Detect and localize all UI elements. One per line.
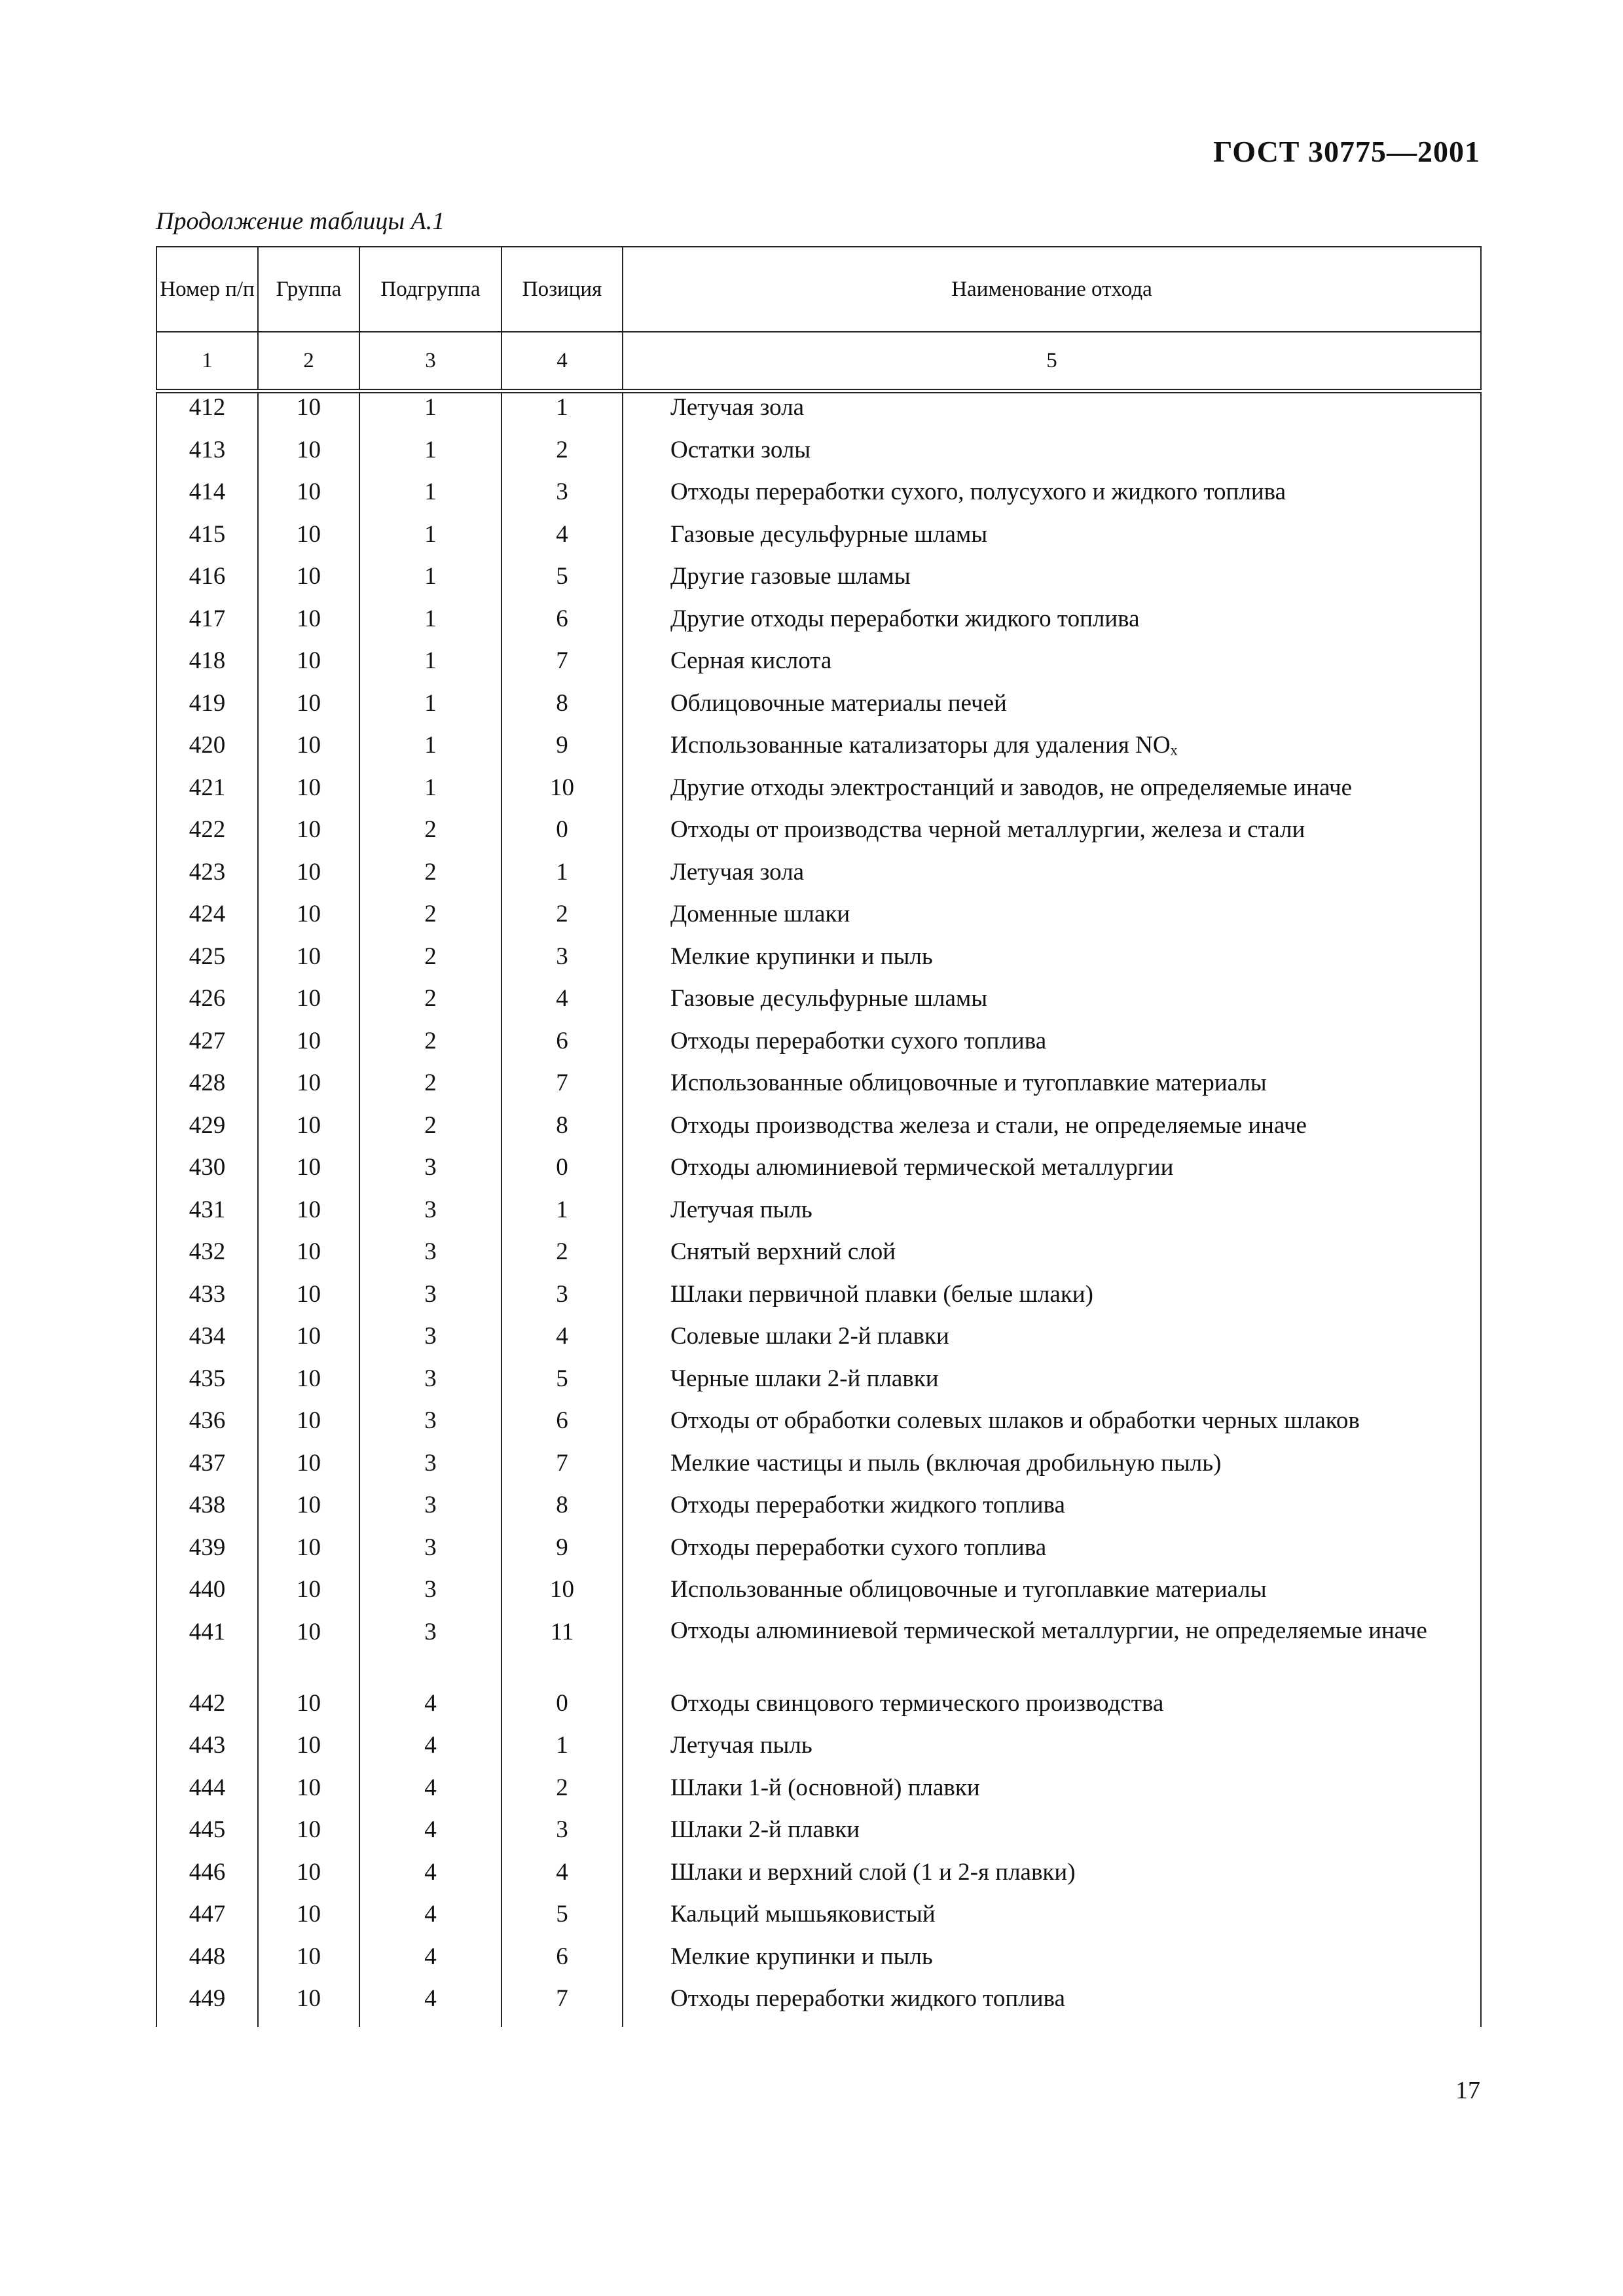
- cell-position: 10: [501, 1575, 623, 1618]
- cell-group: 10: [258, 1365, 359, 1407]
- cell-position: 8: [501, 689, 623, 732]
- cell-subgroup: 4: [359, 1816, 501, 1858]
- waste-table: [156, 246, 1482, 2027]
- waste-name-text: Отходы алюминиевой термической металлургии, не определяемые иначе: [670, 1617, 1427, 1644]
- cell-number: 419: [156, 689, 258, 732]
- cell-group: 10: [258, 1858, 359, 1901]
- table-row: [156, 1069, 1481, 1111]
- table-row: [156, 984, 1481, 1027]
- waste-name-text: Мелкие крупинки и пыль: [670, 1943, 933, 1970]
- cell-number: 413: [156, 436, 258, 478]
- cell-number: 433: [156, 1280, 258, 1323]
- cell-waste-name: [623, 605, 1481, 647]
- cell-position: 4: [501, 1858, 623, 1901]
- cell-waste-name: [623, 1280, 1481, 1323]
- cell-number: 431: [156, 1196, 258, 1238]
- table-row: [156, 436, 1481, 478]
- waste-name-text: Отходы от обработки солевых шлаков и обработки черных шлаков: [670, 1407, 1360, 1434]
- cell-position: 11: [501, 1618, 623, 1689]
- cell-waste-name: [623, 1491, 1481, 1534]
- cell-position: 0: [501, 816, 623, 858]
- cell-waste-name: [623, 900, 1481, 942]
- waste-name-text: Мелкие частицы и пыль (включая дробильную пыль): [670, 1449, 1222, 1477]
- cell-position: 6: [501, 605, 623, 647]
- cell-position: 3: [501, 1280, 623, 1323]
- cell-number: 423: [156, 858, 258, 901]
- table-row: [156, 1534, 1481, 1576]
- cell-subgroup: 3: [359, 1322, 501, 1365]
- cell-position: 0: [501, 1689, 623, 1732]
- cell-group: 10: [258, 984, 359, 1027]
- cell-subgroup: 4: [359, 1900, 501, 1943]
- cell-group: 10: [258, 1943, 359, 1985]
- table-row: [156, 605, 1481, 647]
- waste-name-text: Газовые десульфурные шламы: [670, 985, 988, 1012]
- cell-waste-name: [623, 1618, 1481, 1689]
- cell-waste-name: [623, 520, 1481, 563]
- cell-position: 9: [501, 1534, 623, 1576]
- cell-subgroup: 4: [359, 1774, 501, 1816]
- waste-name-text: Отходы переработки жидкого топлива: [670, 1492, 1065, 1518]
- cell-number: 436: [156, 1407, 258, 1449]
- cell-subgroup: 3: [359, 1365, 501, 1407]
- cell-subgroup: 3: [359, 1491, 501, 1534]
- col-number-2: 2: [258, 332, 359, 391]
- cell-number: 437: [156, 1449, 258, 1492]
- cell-waste-name: [623, 1407, 1481, 1449]
- cell-position: 4: [501, 1322, 623, 1365]
- table-row: [156, 1407, 1481, 1449]
- cell-group: 10: [258, 1322, 359, 1365]
- col-header-subgroup: Подгруппа: [359, 247, 501, 332]
- cell-group: 10: [258, 1111, 359, 1154]
- col-number-5: 5: [623, 332, 1481, 391]
- table-row: [156, 816, 1481, 858]
- table-row: [156, 647, 1481, 689]
- cell-number: 430: [156, 1153, 258, 1196]
- waste-name-text: Отходы алюминиевой термической металлургии: [670, 1154, 1174, 1181]
- table-row: [156, 731, 1481, 774]
- cell-group: 10: [258, 520, 359, 563]
- cell-subgroup: 1: [359, 731, 501, 774]
- cell-waste-name: [623, 1449, 1481, 1492]
- cell-number: 441: [156, 1618, 258, 1689]
- waste-name-text: Облицовочные материалы печей: [670, 689, 1007, 717]
- cell-position: 5: [501, 1365, 623, 1407]
- cell-number: 422: [156, 816, 258, 858]
- table-row: [156, 1111, 1481, 1154]
- cell-waste-name: [623, 1365, 1481, 1407]
- standard-code: ГОСТ 30775—2001: [1213, 135, 1480, 168]
- cell-number: 440: [156, 1575, 258, 1618]
- waste-name-text: Отходы переработки жидкого топлива: [670, 1985, 1065, 2012]
- cell-group: 10: [258, 1280, 359, 1323]
- col-number-4: 4: [501, 332, 623, 391]
- cell-number: 425: [156, 942, 258, 985]
- cell-waste-name: [623, 689, 1481, 732]
- waste-name-text: Отходы переработки сухого топлива: [670, 1027, 1047, 1054]
- cell-position: 7: [501, 647, 623, 689]
- cell-group: 10: [258, 1731, 359, 1774]
- cell-waste-name: [623, 1774, 1481, 1816]
- cell-waste-name: [623, 478, 1481, 520]
- cell-subgroup: 3: [359, 1238, 501, 1280]
- cell-subgroup: 2: [359, 858, 501, 901]
- cell-subgroup: 3: [359, 1407, 501, 1449]
- cell-group: 10: [258, 1618, 359, 1689]
- waste-name-text: Черные шлаки 2-й плавки: [670, 1365, 939, 1392]
- cell-subgroup: 2: [359, 900, 501, 942]
- cell-waste-name: [623, 1196, 1481, 1238]
- cell-waste-name: [623, 1238, 1481, 1280]
- cell-position: 4: [501, 984, 623, 1027]
- waste-name-text: Доменные шлаки: [670, 901, 850, 927]
- cell-subgroup: 4: [359, 1689, 501, 1732]
- cell-waste-name: [623, 562, 1481, 605]
- table-row: [156, 858, 1481, 901]
- cell-number: 438: [156, 1491, 258, 1534]
- col-header-group: Группа: [258, 247, 359, 332]
- cell-number: 415: [156, 520, 258, 563]
- col-header-number: Номер п/п: [156, 247, 258, 332]
- cell-number: 412: [156, 391, 258, 436]
- page-number: 17: [1455, 2077, 1480, 2104]
- cell-group: 10: [258, 391, 359, 436]
- cell-subgroup: 3: [359, 1449, 501, 1492]
- cell-position: 1: [501, 1196, 623, 1238]
- waste-name-text: Серная кислота: [670, 647, 832, 674]
- cell-position: 6: [501, 1943, 623, 1985]
- cell-number: 447: [156, 1900, 258, 1943]
- cell-waste-name: [623, 1858, 1481, 1901]
- waste-name-text: Летучая пыль: [670, 1196, 812, 1223]
- cell-group: 10: [258, 1816, 359, 1858]
- table-row: [156, 520, 1481, 563]
- table-row: [156, 1365, 1481, 1407]
- cell-group: 10: [258, 689, 359, 732]
- cell-waste-name: [623, 1984, 1481, 2027]
- header-row: [156, 247, 1481, 332]
- table-row: [156, 1322, 1481, 1365]
- cell-number: 427: [156, 1027, 258, 1069]
- cell-waste-name: [623, 1534, 1481, 1576]
- cell-number: 445: [156, 1816, 258, 1858]
- waste-name-text: Отходы переработки сухого, полусухого и жидкого топлива: [670, 478, 1286, 505]
- cell-waste-name: [623, 1153, 1481, 1196]
- column-number-row: [156, 332, 1481, 391]
- cell-position: 1: [501, 858, 623, 901]
- cell-group: 10: [258, 436, 359, 478]
- cell-position: 4: [501, 520, 623, 563]
- cell-subgroup: 1: [359, 647, 501, 689]
- cell-subgroup: 2: [359, 816, 501, 858]
- cell-waste-name: [623, 984, 1481, 1027]
- cell-waste-name: [623, 1731, 1481, 1774]
- cell-group: 10: [258, 647, 359, 689]
- cell-number: 418: [156, 647, 258, 689]
- cell-number: 442: [156, 1689, 258, 1732]
- table-row: [156, 1984, 1481, 2027]
- waste-name-text: Использованные облицовочные и тугоплавкие материалы: [670, 1576, 1267, 1603]
- cell-number: 416: [156, 562, 258, 605]
- table-body: [156, 391, 1481, 2027]
- cell-waste-name: [623, 1575, 1481, 1618]
- cell-position: 5: [501, 562, 623, 605]
- table-row: [156, 1238, 1481, 1280]
- cell-subgroup: 3: [359, 1280, 501, 1323]
- cell-number: 426: [156, 984, 258, 1027]
- cell-waste-name: [623, 1322, 1481, 1365]
- cell-group: 10: [258, 478, 359, 520]
- cell-subgroup: 1: [359, 605, 501, 647]
- waste-name-text: Снятый верхний слой: [670, 1238, 896, 1265]
- waste-name-text: Летучая зола: [670, 858, 805, 886]
- cell-group: 10: [258, 1491, 359, 1534]
- table-row: [156, 1027, 1481, 1069]
- table-row: [156, 1689, 1481, 1732]
- cell-waste-name: [623, 1111, 1481, 1154]
- cell-number: 444: [156, 1774, 258, 1816]
- cell-group: 10: [258, 1449, 359, 1492]
- cell-group: 10: [258, 942, 359, 985]
- cell-waste-name: [623, 942, 1481, 985]
- cell-number: 446: [156, 1858, 258, 1901]
- cell-waste-name: [623, 731, 1481, 774]
- cell-position: 2: [501, 1774, 623, 1816]
- waste-name-text: Другие газовые шламы: [670, 563, 911, 590]
- cell-number: 439: [156, 1534, 258, 1576]
- waste-name-text: Солевые шлаки 2-й плавки: [670, 1323, 949, 1350]
- waste-name-text: Остатки золы: [670, 436, 811, 463]
- cell-number: 428: [156, 1069, 258, 1111]
- cell-waste-name: [623, 1689, 1481, 1732]
- cell-waste-name: [623, 1069, 1481, 1111]
- table-row: [156, 478, 1481, 520]
- cell-number: 443: [156, 1731, 258, 1774]
- cell-waste-name: [623, 1816, 1481, 1858]
- cell-position: 1: [501, 1731, 623, 1774]
- cell-group: 10: [258, 816, 359, 858]
- cell-position: 6: [501, 1027, 623, 1069]
- cell-group: 10: [258, 1196, 359, 1238]
- cell-number: 420: [156, 731, 258, 774]
- cell-subgroup: 1: [359, 391, 501, 436]
- cell-position: 7: [501, 1984, 623, 2027]
- table-row: [156, 1575, 1481, 1618]
- table-row: [156, 1618, 1481, 1689]
- cell-subgroup: 4: [359, 1984, 501, 2027]
- cell-group: 10: [258, 1534, 359, 1576]
- cell-group: 10: [258, 605, 359, 647]
- cell-waste-name: [623, 816, 1481, 858]
- table-row: [156, 900, 1481, 942]
- cell-subgroup: 4: [359, 1943, 501, 1985]
- waste-name-text: Мелкие крупинки и пыль: [670, 942, 933, 970]
- col-number-1: 1: [156, 332, 258, 391]
- waste-name-text: Летучая пыль: [670, 1732, 812, 1759]
- cell-group: 10: [258, 731, 359, 774]
- cell-number: 435: [156, 1365, 258, 1407]
- cell-position: 6: [501, 1407, 623, 1449]
- cell-subgroup: 2: [359, 1027, 501, 1069]
- cell-position: 8: [501, 1491, 623, 1534]
- cell-subgroup: 1: [359, 478, 501, 520]
- table-row: [156, 1900, 1481, 1943]
- table-row: [156, 1774, 1481, 1816]
- cell-waste-name: [623, 1943, 1481, 1985]
- col-header-name: Наименование отхода: [623, 247, 1481, 332]
- cell-number: 429: [156, 1111, 258, 1154]
- cell-subgroup: 4: [359, 1858, 501, 1901]
- cell-subgroup: 3: [359, 1534, 501, 1576]
- table-row: [156, 1731, 1481, 1774]
- cell-subgroup: 1: [359, 436, 501, 478]
- cell-subgroup: 1: [359, 520, 501, 563]
- cell-subgroup: 1: [359, 562, 501, 605]
- cell-subgroup: 2: [359, 1111, 501, 1154]
- table-row: [156, 1491, 1481, 1534]
- waste-name-text: Использованные облицовочные и тугоплавкие материалы: [670, 1069, 1267, 1096]
- table-row: [156, 689, 1481, 732]
- cell-group: 10: [258, 1027, 359, 1069]
- cell-position: 3: [501, 1816, 623, 1858]
- cell-position: 7: [501, 1449, 623, 1492]
- waste-name-text: Отходы свинцового термического производства: [670, 1689, 1164, 1717]
- cell-number: 449: [156, 1984, 258, 2027]
- cell-position: 0: [501, 1153, 623, 1196]
- cell-subgroup: 3: [359, 1618, 501, 1689]
- table-row: [156, 1449, 1481, 1492]
- cell-waste-name: [623, 647, 1481, 689]
- table-row: [156, 1153, 1481, 1196]
- waste-name-text: Другие отходы электростанций и заводов, не определяемые иначе: [670, 774, 1353, 801]
- table-row: [156, 391, 1481, 436]
- cell-group: 10: [258, 774, 359, 816]
- cell-subgroup: 1: [359, 689, 501, 732]
- cell-waste-name: [623, 774, 1481, 816]
- waste-name-text: Летучая зола: [670, 394, 805, 421]
- cell-subgroup: 1: [359, 774, 501, 816]
- cell-subgroup: 2: [359, 984, 501, 1027]
- table-row: [156, 562, 1481, 605]
- cell-number: 434: [156, 1322, 258, 1365]
- cell-waste-name: [623, 1900, 1481, 1943]
- cell-position: 5: [501, 1900, 623, 1943]
- cell-number: 421: [156, 774, 258, 816]
- waste-name-text: Отходы от производства черной металлургии, железа и стали: [670, 816, 1305, 843]
- cell-number: 432: [156, 1238, 258, 1280]
- waste-name-text: Шлаки первичной плавки (белые шлаки): [670, 1280, 1093, 1308]
- waste-name-text: Отходы производства железа и стали, не определяемые иначе: [670, 1111, 1307, 1139]
- waste-name-text: Использованные катализаторы для удаления NOₓ: [670, 732, 1178, 759]
- cell-waste-name: [623, 436, 1481, 478]
- cell-position: 9: [501, 731, 623, 774]
- cell-position: 10: [501, 774, 623, 816]
- cell-waste-name: [623, 1027, 1481, 1069]
- cell-number: 424: [156, 900, 258, 942]
- table-row: [156, 1196, 1481, 1238]
- table-row: [156, 1858, 1481, 1901]
- cell-group: 10: [258, 858, 359, 901]
- cell-subgroup: 3: [359, 1575, 501, 1618]
- table-row: [156, 1816, 1481, 1858]
- waste-name-text: Шлаки и верхний слой (1 и 2-я плавки): [670, 1858, 1076, 1886]
- cell-subgroup: 4: [359, 1731, 501, 1774]
- cell-group: 10: [258, 1984, 359, 2027]
- cell-subgroup: 2: [359, 942, 501, 985]
- cell-number: 414: [156, 478, 258, 520]
- cell-waste-name: [623, 391, 1481, 436]
- col-header-position: Позиция: [501, 247, 623, 332]
- cell-group: 10: [258, 1689, 359, 1732]
- col-number-3: 3: [359, 332, 501, 391]
- cell-group: 10: [258, 1900, 359, 1943]
- cell-position: 2: [501, 1238, 623, 1280]
- cell-group: 10: [258, 1153, 359, 1196]
- table-row: [156, 774, 1481, 816]
- cell-position: 7: [501, 1069, 623, 1111]
- waste-name-text: Другие отходы переработки жидкого топлива: [670, 605, 1140, 632]
- cell-position: 3: [501, 478, 623, 520]
- cell-position: 2: [501, 436, 623, 478]
- waste-name-text: Кальций мышьяковистый: [670, 1901, 936, 1928]
- cell-number: 448: [156, 1943, 258, 1985]
- waste-name-text: Шлаки 1-й (основной) плавки: [670, 1774, 980, 1801]
- waste-name-text: Газовые десульфурные шламы: [670, 520, 988, 548]
- cell-position: 8: [501, 1111, 623, 1154]
- table-row: [156, 942, 1481, 985]
- waste-name-text: Шлаки 2-й плавки: [670, 1816, 860, 1843]
- cell-subgroup: 3: [359, 1196, 501, 1238]
- table-row: [156, 1943, 1481, 1985]
- table-caption: Продолжение таблицы А.1: [156, 207, 445, 235]
- cell-group: 10: [258, 900, 359, 942]
- cell-waste-name: [623, 858, 1481, 901]
- cell-group: 10: [258, 562, 359, 605]
- waste-name-text: Отходы переработки сухого топлива: [670, 1534, 1047, 1561]
- cell-number: 417: [156, 605, 258, 647]
- cell-position: 2: [501, 900, 623, 942]
- cell-group: 10: [258, 1238, 359, 1280]
- cell-group: 10: [258, 1069, 359, 1111]
- cell-position: 1: [501, 391, 623, 436]
- table-row: [156, 1280, 1481, 1323]
- cell-subgroup: 3: [359, 1153, 501, 1196]
- cell-group: 10: [258, 1774, 359, 1816]
- cell-group: 10: [258, 1407, 359, 1449]
- cell-subgroup: 2: [359, 1069, 501, 1111]
- cell-position: 3: [501, 942, 623, 985]
- cell-group: 10: [258, 1575, 359, 1618]
